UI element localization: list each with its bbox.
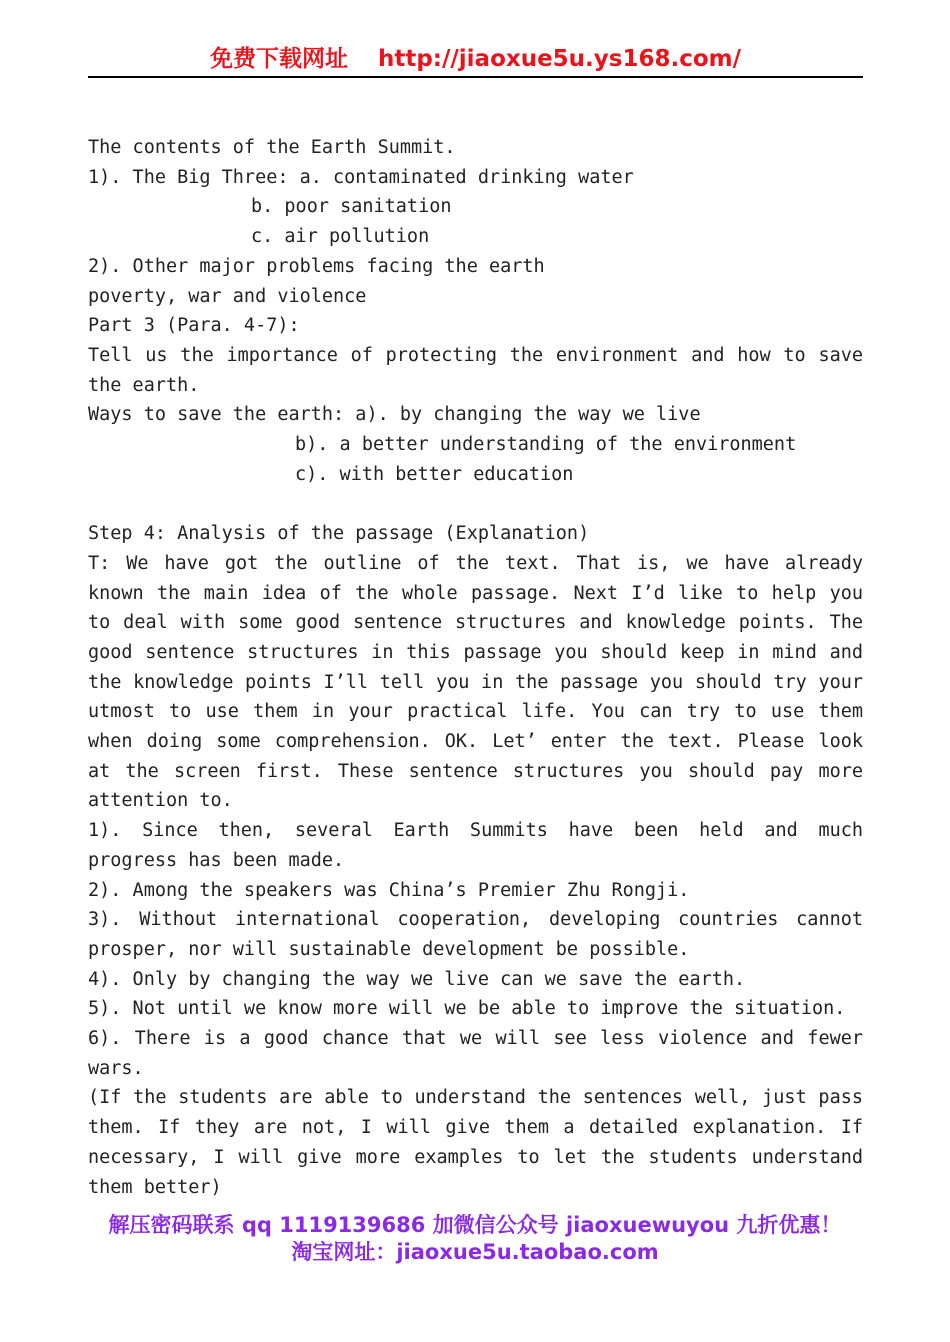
part3-heading: Part 3 (Para. 4-7): [88, 315, 300, 337]
sentence-2: 2). Among the speakers was China’s Premier Zhu Rongji. [88, 879, 690, 901]
step4-heading: Step 4: Analysis of the passage (Explanation) [88, 523, 590, 545]
sentence-3: 3). Without international cooperation, developing countries cannot prosper, nor will sustainable development be possible. [88, 909, 863, 960]
problems-list: poverty, war and violence [88, 285, 367, 307]
contents-title: The contents of the Earth Summit. [88, 137, 456, 158]
page-footer [0, 1212, 950, 1266]
blank-line [88, 489, 863, 519]
sentence-5: 5). Not until we know more will we be able to improve the situation. [88, 998, 846, 1020]
sentence-6: 6). There is a good chance that we will see less violence and fewer wars. [88, 1028, 863, 1079]
big-three-line: 1). The Big Three: a. contaminated drinking water [88, 166, 634, 188]
ways-item-c: c). with better education [295, 463, 574, 485]
big-three-item-b: b. poor sanitation [251, 196, 452, 218]
sentence-1: 1). Since then, several Earth Summits have been held and much progress has been made. [88, 820, 863, 871]
big-three-item-c: c. air pollution [251, 226, 430, 248]
page-header [88, 42, 863, 78]
part3-description: Tell us the importance of protecting the environment and how to save the earth. [88, 344, 863, 396]
other-problems-line: 2). Other major problems facing the earth [88, 255, 545, 277]
header-url-link[interactable]: http://jiaoxue5u.ys168.com/ [377, 46, 742, 72]
teacher-paragraph: T: We have got the outline of the text. That is, we have already known the main idea of the whole passage. Next I’d like to help you to deal with some good sentence structures and knowledge points. The good sentence structures in this passage you should keep in mind and the knowledge points I’ll tell you in the passage you should try your utmost to use them in your practical life. You can try to use them when doing some comprehension. OK. Let’ enter the text. Please look at the screen first. These sentence structures you should pay more attention to. [88, 552, 863, 812]
ways-item-b: b). a better understanding of the environment [295, 434, 797, 456]
teacher-note: (If the students are able to understand the sentences well, just pass them. If they are not, I will give them a detailed explanation. If necessary, I will give more examples to let the students understand them better) [88, 1087, 863, 1198]
document-body [88, 133, 863, 1202]
ways-item-a: Ways to save the earth: a). by changing the way we live [88, 404, 701, 426]
footer-taobao-link[interactable]: 淘宝网址：jiaoxue5u.taobao.com [291, 1240, 659, 1264]
footer-contact-line: 解压密码联系 qq 1119139686 加微信公众号 jiaoxuewuyou 九折优惠！ [108, 1213, 842, 1237]
sentence-4: 4). Only by changing the way we live can we save the earth. [88, 968, 746, 990]
header-label: 免费下载网址 [209, 46, 348, 72]
